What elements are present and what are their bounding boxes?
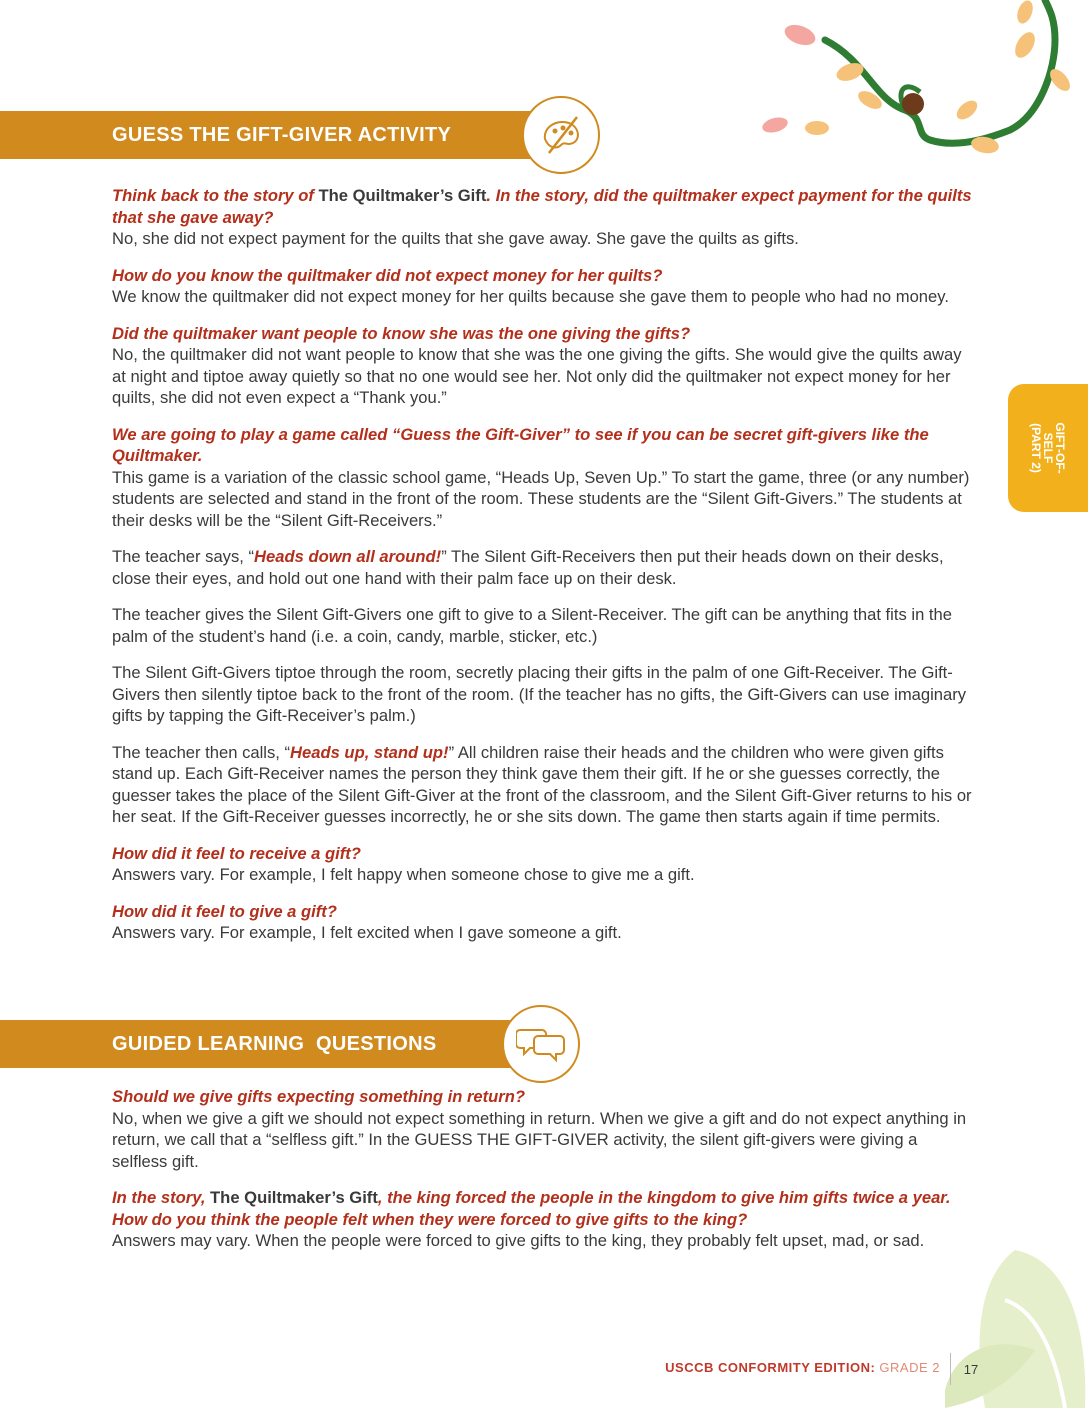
answer-3: No, the quiltmaker did not want people to know that she was the one giving the gifts. She would give the quilts away at night and tiptoe away quietly so that no one would see her. Not only did the quiltmaker not expect money for her quilts, she did not even expect a “Thank you.”	[112, 345, 962, 407]
question-8: In the story, The Quiltmaker’s Gift, the king forced the people in the kingdom to give him gifts twice a year. How do you think the people felt when they were forced to give gifts to the king?	[112, 1188, 951, 1229]
question-2: How do you know the quiltmaker did not expect money for her quilts?	[112, 265, 663, 285]
activity-content	[112, 185, 976, 944]
question-3: Did the quiltmaker want people to know she was the one giving the gifts?	[112, 323, 691, 343]
footer-edition	[620, 1360, 940, 1375]
chapter-side-tab	[1008, 384, 1088, 512]
section-heading-activity	[0, 111, 560, 159]
tiptoe-paragraph: The Silent Gift-Givers tiptoe through the room, secretly placing their gifts in the palm of one Gift-Receiver. The Gift-Givers then silently tiptoe back to the front of the room. (If the teacher has no gifts, the Gift-Givers can use imaginary gifts by tapping the Gift-Receiver’s palm.)	[112, 663, 967, 725]
section-heading-text: GUESS THE GIFT-GIVER ACTIVITY	[112, 123, 452, 146]
speech-bubbles-icon	[502, 1005, 580, 1083]
footer-edition-label: USCCB CONFORMITY EDITION:	[665, 1360, 876, 1375]
answer-1: No, she did not expect payment for the quilts that she gave away. She gave the quilts as gifts.	[112, 229, 799, 248]
answer-7: No, when we give a gift we should not expect something in return. When we give a gift and do not expect anything in return, we call that a “selfless gift.” In the GUESS THE GIFT-GIVER activity, the silent gift-givers were giving a selfless gift.	[112, 1108, 967, 1171]
section-heading-guided-learning	[0, 1020, 540, 1068]
footer-grade: GRADE 2	[875, 1360, 940, 1375]
answer-5: Answers vary. For example, I felt happy when someone chose to give me a gift.	[112, 865, 695, 884]
question-1: Think back to the story of The Quiltmaker’s Gift. In the story, did the quiltmaker expect payment for the quilts that she gave away?	[112, 186, 972, 227]
vine-illustration	[755, 0, 1088, 165]
heads-up-paragraph: The teacher then calls, “Heads up, stand up!” All children raise their heads and the children who were given gifts stand up. Each Gift-Receiver names the person they think gave them their gift. If he or she guesses correctly, the guesser takes the place of the Silent Gift-Giver at the front of the classroom, and the Silent Gift-Giver returns to his or her seat. If the Gift-Receiver guesses incorrectly, he or she sits down. The game then starts again if time permits.	[112, 742, 972, 826]
art-palette-icon	[522, 96, 600, 174]
answer-4: This game is a variation of the classic school game, “Heads Up, Seven Up.” To start the game, three (or any number) students are selected and stand in the front of the room. These students are the “Silent Gift-Givers.” The students at their desks will be the “Silent Gift-Receivers.”	[112, 467, 970, 530]
chapter-side-tab-label: GIFT-OF- SELF (PART 2)	[1029, 422, 1067, 474]
section-heading-text: GUIDED LEARNING QUESTIONS	[112, 1032, 437, 1055]
guided-learning-content	[112, 1086, 976, 1252]
question-4: We are going to play a game called “Guess the Gift-Giver” to see if you can be secret gift-givers like the Quiltmaker.	[112, 424, 929, 465]
answer-6: Answers vary. For example, I felt excited when I gave someone a gift.	[112, 923, 622, 942]
answer-2: We know the quiltmaker did not expect money for her quilts because she gave them to people who had no money.	[112, 287, 949, 306]
answer-8: Answers may vary. When the people were forced to give gifts to the king, they probably felt upset, mad, or sad.	[112, 1231, 925, 1250]
question-6: How did it feel to give a gift?	[112, 901, 337, 921]
question-7: Should we give gifts expecting something in return?	[112, 1087, 526, 1106]
page-number: 17	[950, 1353, 991, 1385]
question-5: How did it feel to receive a gift?	[112, 843, 361, 863]
heads-down-paragraph: The teacher says, “Heads down all around!” The Silent Gift-Receivers then put their heads down on their desks, close their eyes, and hold out one hand with their palm face up on their desk.	[112, 547, 944, 588]
gift-paragraph: The teacher gives the Silent Gift-Givers one gift to give to a Silent-Receiver. The gift can be anything that fits in the palm of the student’s hand (i.e. a coin, candy, marble, sticker, etc.)	[112, 605, 952, 646]
